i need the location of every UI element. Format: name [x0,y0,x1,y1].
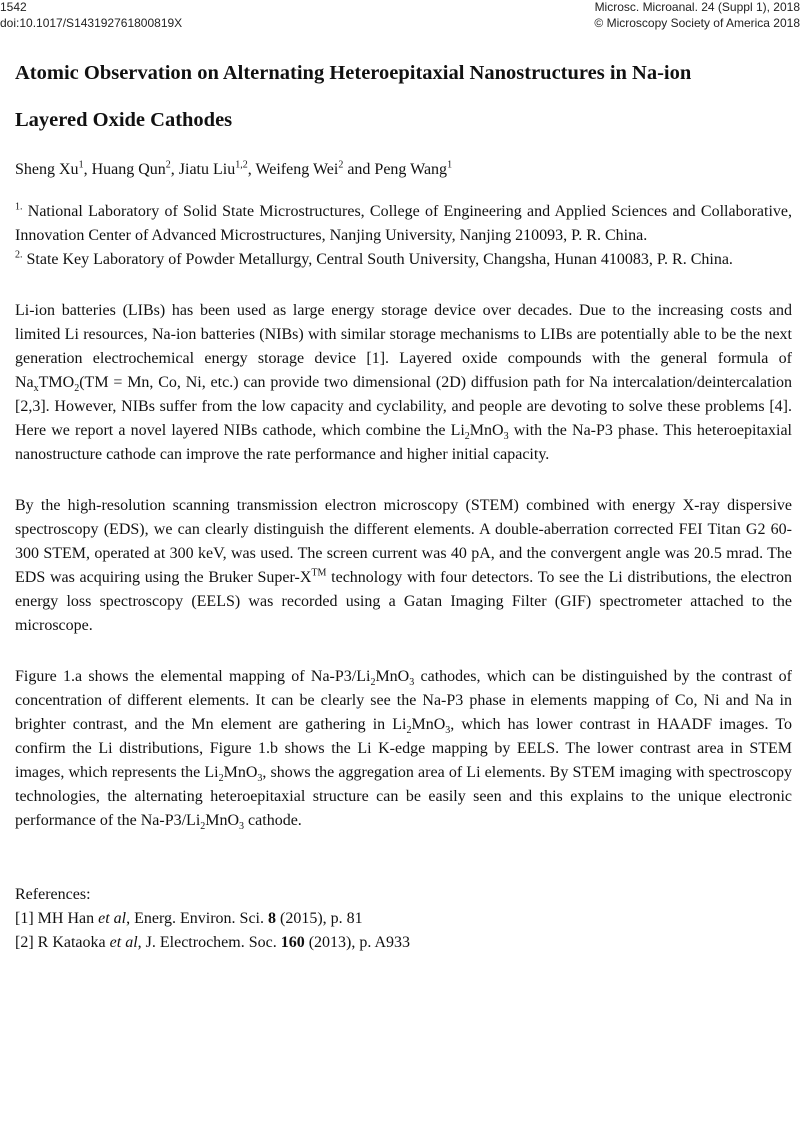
doi[interactable]: doi:10.1017/S143192761800819X [0,16,183,30]
text-run: with the Na-P3 phase. This heteroepitaxial nanostructure cathode can improve the rate performance and higher initial capacity. [15,422,792,463]
text-run: cathode. [244,812,302,829]
title-line-1: Atomic Observation on Alternating Heteroepitaxial Nanostructures in Na-ion [15,62,692,84]
journal-citation: Microsc. Microanal. 24 (Suppl 1), 2018 [594,0,800,14]
paragraph-methods [15,494,792,638]
text-run: technology with four detectors. To see the Li distributions, the electron energy loss spectroscopy (EELS) was recorded using a Gatan Imaging Filter (GIF) spectrometer attached to the microscope. [15,569,792,634]
affiliation-text: National Laboratory of Solid State Microstructures, College of Engineering and Applied Sciences and Collaborative, Innovation Center of Advanced Microstructures, Nanjing University, Nanjing 210093, P. R. China. [15,203,792,244]
author-affiliation: 1 [447,159,453,171]
subscript: 2 [200,821,206,833]
author: Sheng Xu [15,161,79,178]
subscript: x [33,383,39,395]
subscript: 3 [239,821,245,833]
affiliation-text: State Key Laboratory of Powder Metallurgy, Central South University, Changsha, Hunan 410083, P. R. China. [22,251,733,268]
text-run: Li-ion batteries (LIBs) has been used as large energy storage device over decades. Due to the increasing costs and limited Li resources, Na-ion batteries (NIBs) with similar storage mechanisms to LIBs are potentially able to be the next generation electrochemical energy storage device [1]. Layered oxide compounds with the general formula of Na [15,302,792,391]
text-run: cathodes, which can be distinguished by the contrast of concentration of different elements. It can be clearly see the Na-P3 phase in elements mapping of Co, Ni and Na in brighter contrast, and the Mn element are gathering in Li [15,668,792,733]
author-separator: , [83,161,92,178]
text-run: TMO [38,374,75,391]
subscript: 3 [503,431,509,443]
text-run: MnO [223,764,258,781]
ref-etal: et al [98,910,127,927]
subscript: 3 [445,725,451,737]
paper-title [15,50,792,144]
subscript: 2 [464,431,470,443]
text-run: MnO [205,812,240,829]
text-run: Figure 1.a shows the elemental mapping of Na-P3/Li [15,668,371,685]
author-affiliation: 1 [78,159,84,171]
ref-volume: 160 [280,934,305,951]
title-line-2: Layered Oxide Cathodes [15,109,233,131]
ref-rest: (2013), p. A933 [304,934,411,951]
ref-journal: , J. Electrochem. Soc. [137,934,281,951]
text-run: , shows the aggregation area of Li elements. By STEM imaging with spectroscopy technologies, the alternating heteroepitaxial structure can be easily seen and this explains to the unique electronic performance of the Na-P3/Li [15,764,792,829]
paragraph-introduction [15,299,792,467]
affiliations [15,200,792,272]
text-run: , which has lower contrast in HAADF images. To confirm the Li distributions, Figure 1.b shows the Li K-edge mapping by EELS. The lower contrast area in STEM images, which represents the Li [15,716,792,781]
author-affiliation: 2 [338,159,344,171]
ref-journal: , Energ. Environ. Sci. [126,910,268,927]
author: Weifeng Wei [255,161,339,178]
subscript: 3 [257,773,263,785]
author-affiliation: 1,2 [235,159,248,171]
author: Jiatu Liu [178,161,236,178]
reference-item [15,931,792,955]
author: Peng Wang [374,161,448,178]
subscript: 3 [409,677,415,689]
author: Huang Qun [91,161,166,178]
author-separator: and [343,161,375,178]
text-run: MnO [375,668,410,685]
affiliation-2 [15,248,792,272]
text-run: MnO [411,716,446,733]
affiliation-number: 2. [15,249,23,261]
reference-item [15,907,792,931]
text-run: (TM = Mn, Co, Ni, etc.) can provide two dimensional (2D) diffusion path for Na intercalation/deintercalation [2,3]. However, NIBs suffer from the low capacity and cyclability, and people are devoting to solve these problems [4]. Here we report a novel layered NIBs cathode, which combine the Li [15,374,792,439]
text-run: MnO [469,422,504,439]
author-separator: , [170,161,179,178]
superscript: TM [311,567,327,579]
ref-rest: (2015), p. 81 [276,910,363,927]
author-affiliation: 2 [165,159,171,171]
subscript: 2 [406,725,412,737]
subscript: 2 [74,383,80,395]
ref-volume: 8 [268,910,276,927]
ref-text: [2] R Kataoka [15,934,110,951]
copyright: © Microscopy Society of America 2018 [594,16,800,30]
subscript: 2 [370,677,376,689]
author-separator: , [247,161,256,178]
ref-etal: et al [109,934,138,951]
article-body [15,50,792,955]
references [15,883,792,955]
affiliation-number: 1. [15,201,23,213]
paragraph-results [15,665,792,833]
references-heading: References: [15,886,91,903]
page-number: 1542 [0,0,27,14]
affiliation-1 [15,200,792,248]
text-run: By the high-resolution scanning transmission electron microscopy (STEM) combined with energy X-ray dispersive spectroscopy (EDS), we can clearly distinguish the different elements. A double-aberration corrected FEI Titan G2 60-300 STEM, operated at 300 keV, was used. The screen current was 40 pA, and the convergent angle was 20.5 mrad. The EDS was acquiring using the Bruker Super-X [15,497,792,586]
subscript: 2 [218,773,224,785]
author-list [15,158,792,182]
ref-text: [1] MH Han [15,910,99,927]
